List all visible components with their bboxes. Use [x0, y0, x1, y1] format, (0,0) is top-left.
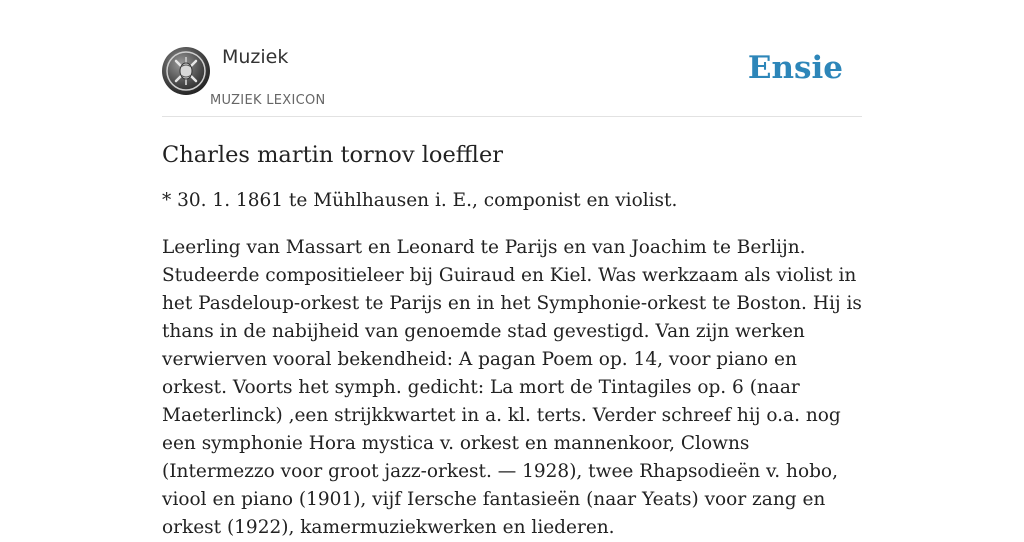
article-title: Charles martin tornov loeffler — [162, 142, 504, 168]
source-name-link[interactable]: Muziek — [222, 46, 289, 68]
ensie-brand-logo[interactable]: Ensie — [747, 50, 843, 86]
music-lexicon-emblem-icon[interactable] — [162, 47, 210, 95]
article — [162, 136, 864, 542]
header — [162, 44, 862, 117]
article-body: Leerling van Massart en Leonard te Parijs en van Joachim te Berlijn. Studeerde compositieleer bij Guiraud en Kiel. Was werkzaam als violist in het Pasdeloup-orkest te Parijs en in het Symphonie-orkest te Boston. Hij is thans in de nabijheid van genoemde stad gevestigd. Van zijn werken verwierven vooral bekendheid: A pagan Poem op. 14, voor piano en orkest. Voorts het symph. gedicht: La mort de Tintagiles op. 6 (naar Maeterlinck) ,een strijkkwartet in a. kl. terts. Verder schreef hij o.a. nog een symphonie Hora mystica v. orkest en mannenkoor, Clowns (Intermezzo voor groot jazz-orkest. — 1928), twee Rhapsodieën v. hobo, viool en piano (1901), vijf Iersche fantasieën (naar Yeats) voor zang en orkest (1922), kamermuziekwerken en liederen. — [162, 237, 862, 538]
article-intro: * 30. 1. 1861 te Mühlhausen i. E., componist en violist. — [162, 190, 678, 211]
emblem-graphic — [162, 47, 210, 95]
source-subtitle: MUZIEK LEXICON — [210, 93, 326, 108]
